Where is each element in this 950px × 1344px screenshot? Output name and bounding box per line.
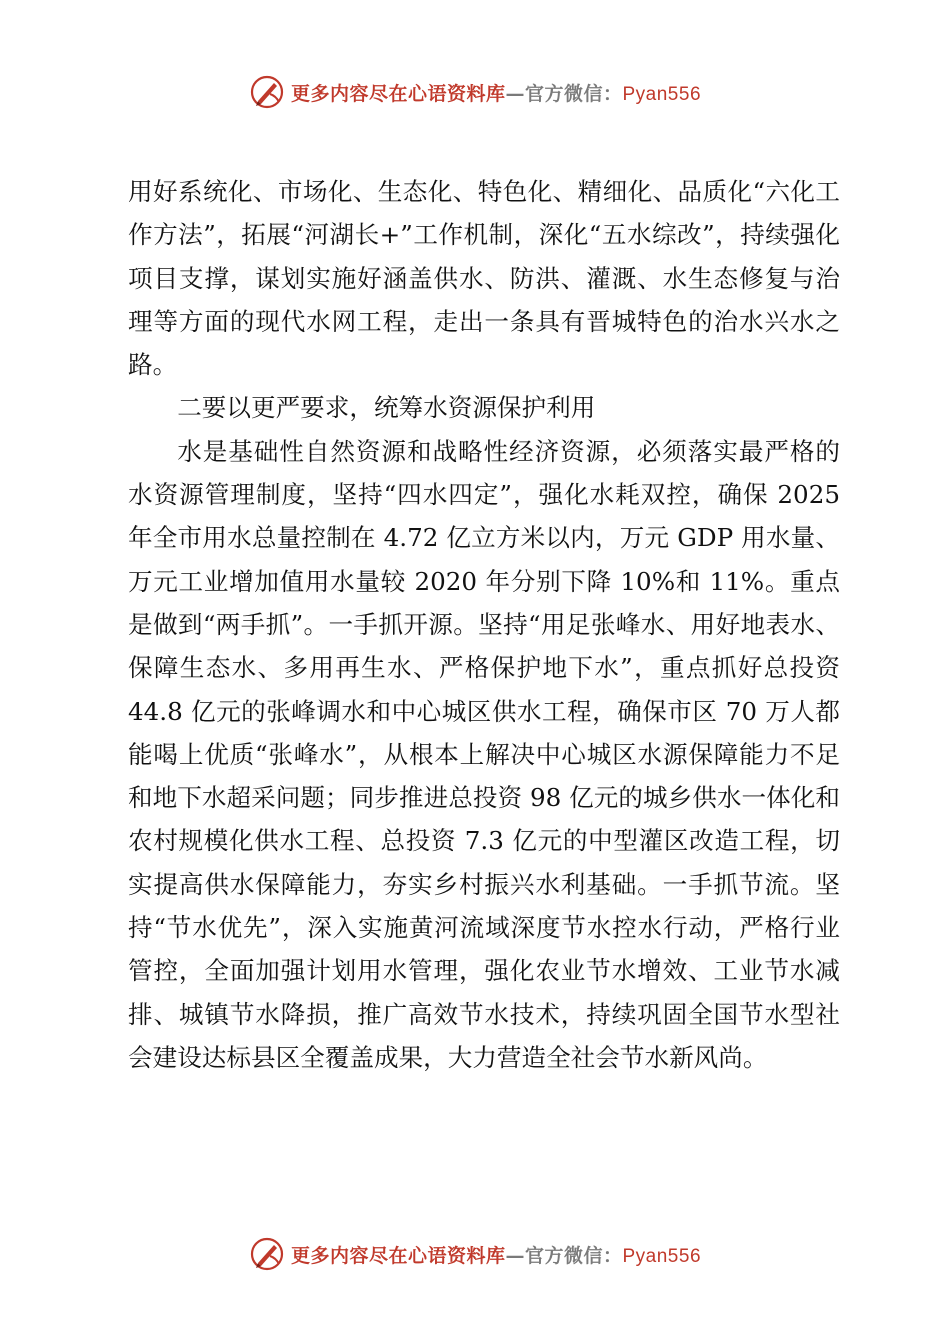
header-banner <box>0 70 950 114</box>
header-wechat-label: 官方微信： <box>524 82 623 105</box>
section-heading: 二要以更严要求，统筹水资源保护利用 <box>177 393 596 423</box>
footer-banner <box>0 1232 950 1276</box>
footer-promo-text: 更多内容尽在心语资料库 <box>290 1244 506 1267</box>
footer-wechat-label: 官方微信： <box>524 1244 623 1267</box>
header-wechat-id: Pyan556 <box>622 83 702 105</box>
header-promo-text: 更多内容尽在心语资料库 <box>290 82 506 105</box>
header-separator: — <box>505 82 525 105</box>
footer-promo <box>291 1241 701 1268</box>
header-promo <box>291 79 701 106</box>
paragraph-1: 用好系统化、市场化、生态化、特色化、精细化、品质化“六化工作方法”，拓展“河湖长+”工作机制，深化“五水综改”，持续强化项目支撑，谋划实施好涵盖供水、防洪、灌溉、水生态修复与治理等方面的现代水网工程，走出一条具有晋城特色的治水兴水之路。 <box>128 177 840 380</box>
footer-wechat-id: Pyan556 <box>622 1245 702 1267</box>
pen-logo-icon <box>249 1236 285 1272</box>
paragraph-2: 水是基础性自然资源和战略性经济资源，必须落实最严格的水资源管理制度，坚持“四水四定”，强化水耗双控，确保 2025 年全市用水总量控制在 4.72 亿立方米以内，万元 GDP 用水量、万元工业增加值用水量较 2020 年分别下降 10%和 11%。重点是做到“两手抓”。一手抓开源。坚持“用足张峰水、用好地表水、保障生态水、多用再生水、严格保护地下水”，重点抓好总投资 44.8 亿元的张峰调水和中心城区供水工程，确保市区 70 万人都能喝上优质“张峰水”，从根本上解决中心城区水源保障能力不足和地下水超采问题；同步推进总投资 98 亿元的城乡供水一体化和农村规模化供水工程、总投资 7.3 亿元的中型灌区改造工程，切实提高供水保障能力，夯实乡村振兴水利基础。一手抓节流。坚持“节水优先”，深入实施黄河流域深度节水控水行动，严格行业管控，全面加强计划用水管理，强化农业节水增效、工业节水减排、城镇节水降损，推广高效节水技术，持续巩固全国节水型社会建设达标县区全覆盖成果，大力营造全社会节水新风尚。 <box>128 436 840 1072</box>
pen-logo-icon <box>249 74 285 110</box>
document-body <box>128 170 840 1079</box>
footer-separator: — <box>505 1244 525 1267</box>
